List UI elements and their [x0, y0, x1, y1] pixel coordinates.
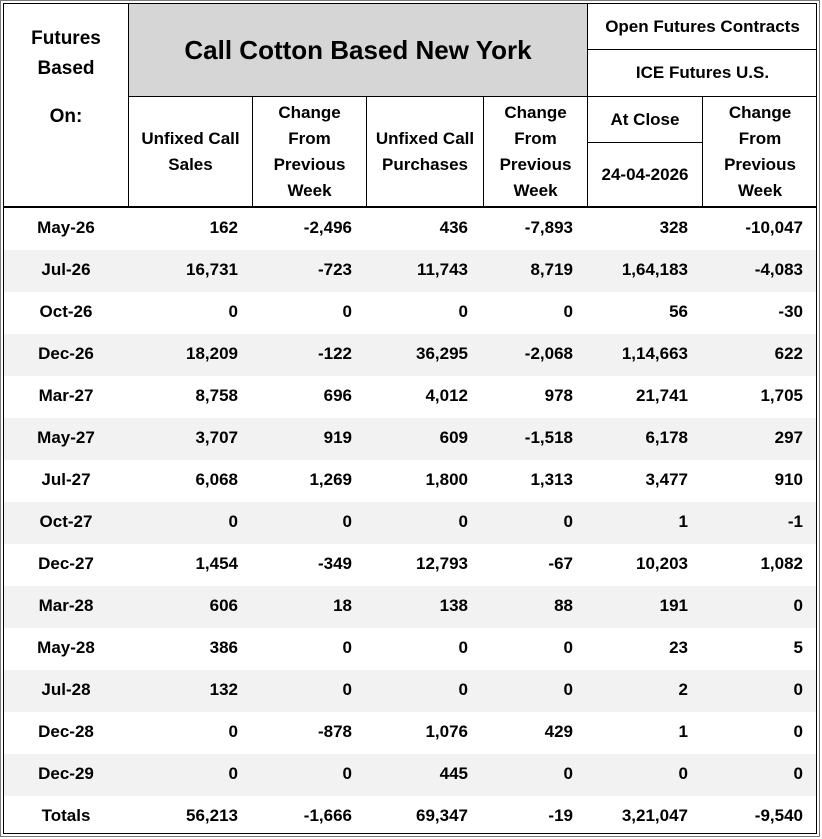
table-cell: 1,454	[195, 554, 238, 573]
table-cell: -349	[317, 554, 352, 573]
table-cell: 0	[678, 764, 688, 783]
row-label: Dec-26	[38, 344, 94, 363]
table-cell: 5	[793, 638, 803, 657]
table-cell: 3,21,047	[621, 806, 688, 825]
table-cell: 0	[342, 512, 352, 531]
table-cell: 11,743	[416, 260, 468, 279]
row-label: Dec-27	[38, 554, 94, 573]
table-cell: 88	[554, 596, 573, 615]
grid-line	[587, 49, 817, 50]
table-cell: 56,213	[186, 806, 238, 825]
table-cell: -2,068	[524, 344, 573, 363]
corner-label-line2: Based	[37, 58, 95, 79]
table-cell: -10,047	[745, 218, 803, 237]
corner-label-line3: On:	[49, 106, 83, 127]
table-cell: 56	[669, 302, 688, 321]
table-cell: 0	[563, 512, 573, 531]
table-cell: 1,313	[530, 470, 573, 489]
col-change-from-previous-week-2: Change From Previous Week	[499, 102, 572, 200]
table-cell: 138	[439, 596, 468, 615]
table-cell: 0	[793, 722, 803, 741]
table-cell: 297	[774, 428, 803, 447]
grid-line	[702, 96, 703, 207]
table-cell: 18	[333, 596, 352, 615]
corner-label-line1: Futures	[31, 28, 101, 49]
table-cell: 0	[342, 302, 352, 321]
table-cell: 0	[228, 512, 238, 531]
table-cell: 12,793	[416, 554, 468, 573]
col-at-close-label: At Close	[610, 109, 680, 129]
table-cell: 191	[659, 596, 688, 615]
corner-label	[4, 4, 128, 206]
table-cell: 0	[342, 638, 352, 657]
row-label: Oct-27	[39, 512, 93, 531]
table-cell: 3,707	[195, 428, 238, 447]
table-cell: 69,347	[416, 806, 468, 825]
table-cell: 36,295	[416, 344, 468, 363]
table-cell: -9,540	[754, 806, 803, 825]
table-cell: 436	[439, 218, 468, 237]
table-cell: 445	[439, 764, 468, 783]
table-cell: -30	[778, 302, 803, 321]
table-cell: 0	[793, 596, 803, 615]
col-at-close-date: 24-04-2026	[601, 164, 689, 184]
table-cell: 919	[323, 428, 352, 447]
table-cell: 696	[323, 386, 352, 405]
table-cell: -1	[787, 512, 803, 531]
table-cell: 1,076	[425, 722, 468, 741]
row-label: Mar-27	[38, 386, 94, 405]
col-change-from-previous-week-3: Change From Previous Week	[724, 102, 796, 200]
col-change-from-previous-week-1: Change From Previous Week	[273, 102, 346, 200]
table-cell: -19	[548, 806, 573, 825]
table-cell: -878	[317, 722, 352, 741]
row-label: Oct-26	[39, 302, 93, 321]
col-unfixed-call-sales: Unfixed Call Sales	[141, 128, 240, 174]
table-cell: -122	[317, 344, 352, 363]
row-label: May-27	[37, 428, 95, 447]
table-cell: 1,64,183	[621, 260, 688, 279]
table-cell: 0	[563, 680, 573, 699]
table-cell: 1,082	[760, 554, 803, 573]
table-cell: -723	[317, 260, 352, 279]
page-title: Call Cotton Based New York	[184, 34, 532, 65]
table-cell: 0	[563, 302, 573, 321]
row-label: Jul-26	[41, 260, 91, 279]
table-cell: 21,741	[636, 386, 688, 405]
table-cell: 0	[563, 638, 573, 657]
table-cell: 23	[669, 638, 688, 657]
table-cell: 6,068	[195, 470, 238, 489]
grid-line	[587, 142, 702, 143]
row-label: Jul-28	[41, 680, 91, 699]
table-cell: 606	[209, 596, 238, 615]
table-cell: 609	[439, 428, 468, 447]
table-cell: 10,203	[636, 554, 688, 573]
right-group-title: Open Futures Contracts	[605, 16, 800, 36]
table-cell: -2,496	[303, 218, 352, 237]
grid-line	[366, 96, 367, 207]
table-cell: 8,719	[530, 260, 573, 279]
right-group-subtitle: ICE Futures U.S.	[635, 63, 770, 82]
table-cell: 1,705	[760, 386, 803, 405]
table-cell: 16,731	[186, 260, 238, 279]
table-cell: 0	[342, 680, 352, 699]
table-cell: 0	[458, 638, 468, 657]
table-cell: 1	[678, 512, 688, 531]
row-label: May-28	[37, 638, 95, 657]
table-cell: -1,518	[524, 428, 573, 447]
table-cell: -4,083	[754, 260, 803, 279]
table-cell: 0	[342, 764, 352, 783]
row-label: Jul-27	[41, 470, 91, 489]
table-cell: 8,758	[195, 386, 238, 405]
table-cell: 1	[678, 722, 688, 741]
table-cell: 429	[544, 722, 573, 741]
totals-label: Totals	[41, 806, 91, 825]
table-cell: 0	[563, 764, 573, 783]
col-unfixed-call-purchases: Unfixed Call Purchases	[375, 128, 475, 174]
table-cell: 18,209	[186, 344, 238, 363]
table-cell: 4,012	[425, 386, 468, 405]
table-cell: 0	[458, 512, 468, 531]
grid-line	[252, 96, 253, 207]
table-cell: 1,269	[309, 470, 352, 489]
table-cell: 622	[774, 344, 803, 363]
table-cell: 6,178	[645, 428, 688, 447]
table-cell: 1,800	[425, 470, 468, 489]
table-cell: 328	[659, 218, 688, 237]
table-cell: 0	[228, 722, 238, 741]
table-cell: -1,666	[303, 806, 352, 825]
table-cell: 1,14,663	[621, 344, 688, 363]
table-cell: 3,477	[645, 470, 688, 489]
table-cell: -67	[548, 554, 573, 573]
table-cell: 386	[209, 638, 238, 657]
table-cell: -7,893	[524, 218, 573, 237]
table-cell: 132	[209, 680, 238, 699]
table-cell: 978	[544, 386, 573, 405]
table-cell: 0	[228, 302, 238, 321]
row-label: Dec-28	[38, 722, 94, 741]
row-label: Dec-29	[38, 764, 94, 783]
row-label: May-26	[37, 218, 95, 237]
grid-line	[483, 96, 484, 207]
table-cell: 910	[774, 470, 803, 489]
table-cell: 2	[678, 680, 688, 699]
row-label: Mar-28	[38, 596, 94, 615]
table-cell: 0	[458, 680, 468, 699]
table-cell: 0	[793, 680, 803, 699]
table-cell: 0	[793, 764, 803, 783]
grid-line	[128, 4, 129, 207]
grid-line	[128, 96, 817, 97]
table-cell: 0	[228, 764, 238, 783]
header-bottom-line	[4, 206, 817, 208]
table-cell: 0	[458, 302, 468, 321]
table-cell: 162	[209, 218, 238, 237]
grid-line	[587, 4, 588, 207]
